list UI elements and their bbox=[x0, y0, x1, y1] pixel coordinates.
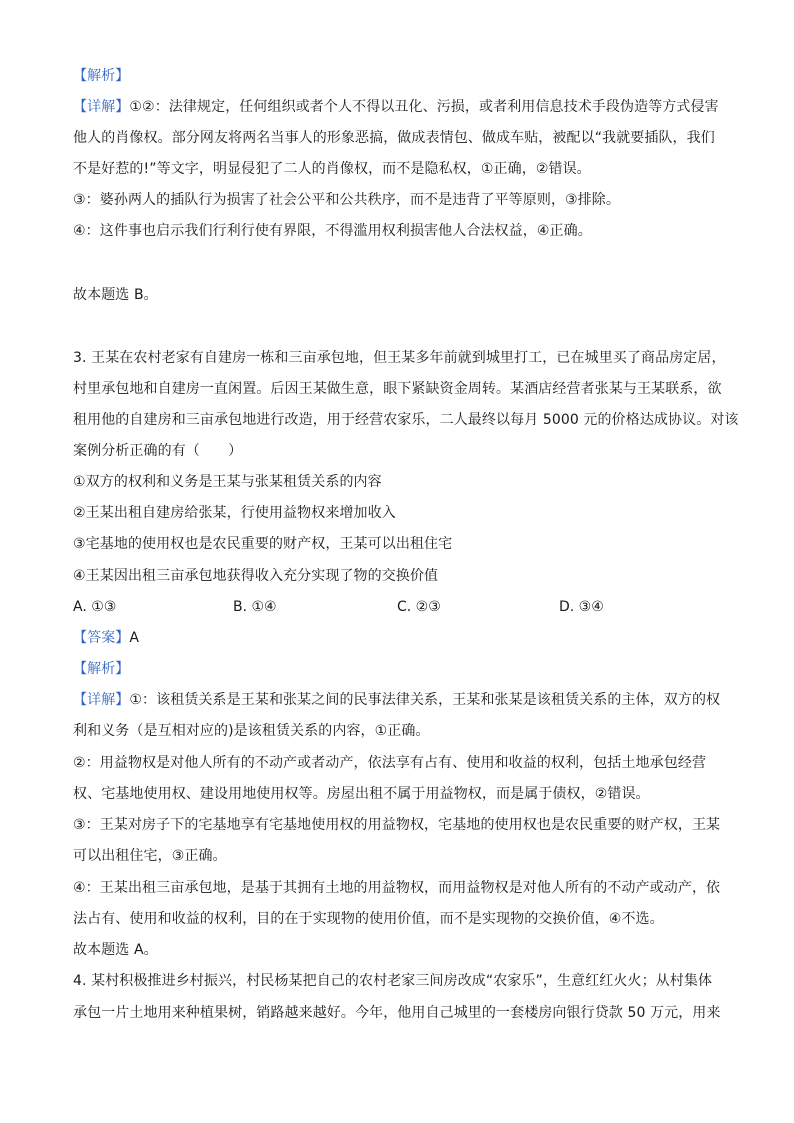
detail-line: 利和义务（是互相对应的)是该租赁关系的内容，①正确。 bbox=[73, 723, 430, 739]
answer-value: A bbox=[129, 630, 140, 646]
question-stem-line: 案例分析正确的有（ ） bbox=[73, 443, 243, 459]
detail-line bbox=[73, 690, 723, 710]
detail-label: 【详解】 bbox=[73, 99, 130, 115]
detail-line: 可以出租住宅，③正确。 bbox=[73, 848, 227, 864]
question-stem-line: 租用他的自建房和三亩承包地进行改造，用于经营农家乐，二人最终以每月 5000 元的价格达成协议。对该 bbox=[73, 412, 739, 428]
detail-line: 不是好惹的!”等文字，明显侵犯了二人的肖像权，而不是隐私权，①正确，②错误。 bbox=[73, 161, 591, 177]
analysis-heading: 【解析】 bbox=[73, 68, 130, 84]
detail-text: ①：该租赁关系是王某和张某之间的民事法律关系，王某和张某是该租赁关系的主体，双方的权 bbox=[129, 692, 721, 708]
statement: ①双方的权利和义务是王某与张某租赁关系的内容 bbox=[73, 474, 382, 490]
statement: ②王某出租自建房给张某，行使用益物权来增加收入 bbox=[73, 505, 396, 521]
question-stem-line: 村里承包地和自建房一直闲置。后因王某做生意，眼下紧缺资金周转。某酒店经营者张某与王某联系，欲 bbox=[73, 381, 722, 397]
option-a: A. ①③ bbox=[73, 599, 117, 615]
statement: ③宅基地的使用权也是农民重要的财产权，王某可以出租住宅 bbox=[73, 536, 453, 552]
question-stem-line: 4. 某村积极推进乡村振兴，村民杨某把自己的农村老家三间房改成“农家乐”，生意红红火火；从村集体 bbox=[73, 973, 713, 989]
detail-line: ④：王某出租三亩承包地，是基于其拥有土地的用益物权，而用益物权是对他人所有的不动产或动产，依 bbox=[73, 880, 721, 896]
detail-line: ③：婆孙两人的插队行为损害了社会公平和公共秩序，而不是违背了平等原则，③排除。 bbox=[73, 192, 620, 208]
option-c: C. ②③ bbox=[397, 599, 441, 615]
answer-line bbox=[73, 628, 723, 648]
detail-line: ③：王某对房子下的宅基地享有宅基地使用权的用益物权，宅基地的使用权也是农民重要的财产权，王某 bbox=[73, 817, 721, 833]
detail-label: 【详解】 bbox=[73, 692, 130, 708]
conclusion: 故本题选 B。 bbox=[73, 287, 158, 303]
detail-line: 他人的肖像权。部分网友将两名当事人的形象恶搞，做成表情包、做成车贴，被配以“我就要插队，我们 bbox=[73, 130, 715, 146]
question-stem-line: 3. 王某在农村老家有自建房一栋和三亩承包地，但王某多年前就到城里打工，已在城里买了商品房定居， bbox=[73, 350, 726, 366]
detail-text: ①②：法律规定，任何组织或者个人不得以丑化、污损，或者利用信息技术手段伪造等方式侵害 bbox=[129, 99, 719, 115]
detail-line: 权、宅基地使用权、建设用地使用权等。房屋出租不属于用益物权，而是属于债权，②错误。 bbox=[73, 786, 650, 802]
answer-label: 【答案】 bbox=[73, 630, 130, 646]
option-b: B. ①④ bbox=[233, 599, 277, 615]
statement: ④王某因出租三亩承包地获得收入充分实现了物的交换价值 bbox=[73, 568, 439, 584]
question-stem-line: 承包一片土地用来种植果树，销路越来越好。今年，他用自己城里的一套楼房向银行贷款 50 万元，用来 bbox=[73, 1005, 721, 1021]
detail-line: ②：用益物权是对他人所有的不动产或者动产，依法享有占有、使用和收益的权利，包括土地承包经营 bbox=[73, 755, 707, 771]
detail-line: 法占有、使用和收益的权利，目的在于实现物的使用价值，而不是实现物的交换价值，④不选。 bbox=[73, 911, 664, 927]
detail-line bbox=[73, 97, 723, 117]
option-d: D. ③④ bbox=[559, 599, 604, 615]
analysis-heading: 【解析】 bbox=[73, 661, 130, 677]
detail-line: ④：这件事也启示我们行利行使有界限，不得滥用权利损害他人合法权益，④正确。 bbox=[73, 223, 592, 239]
conclusion: 故本题选 A。 bbox=[73, 942, 158, 958]
